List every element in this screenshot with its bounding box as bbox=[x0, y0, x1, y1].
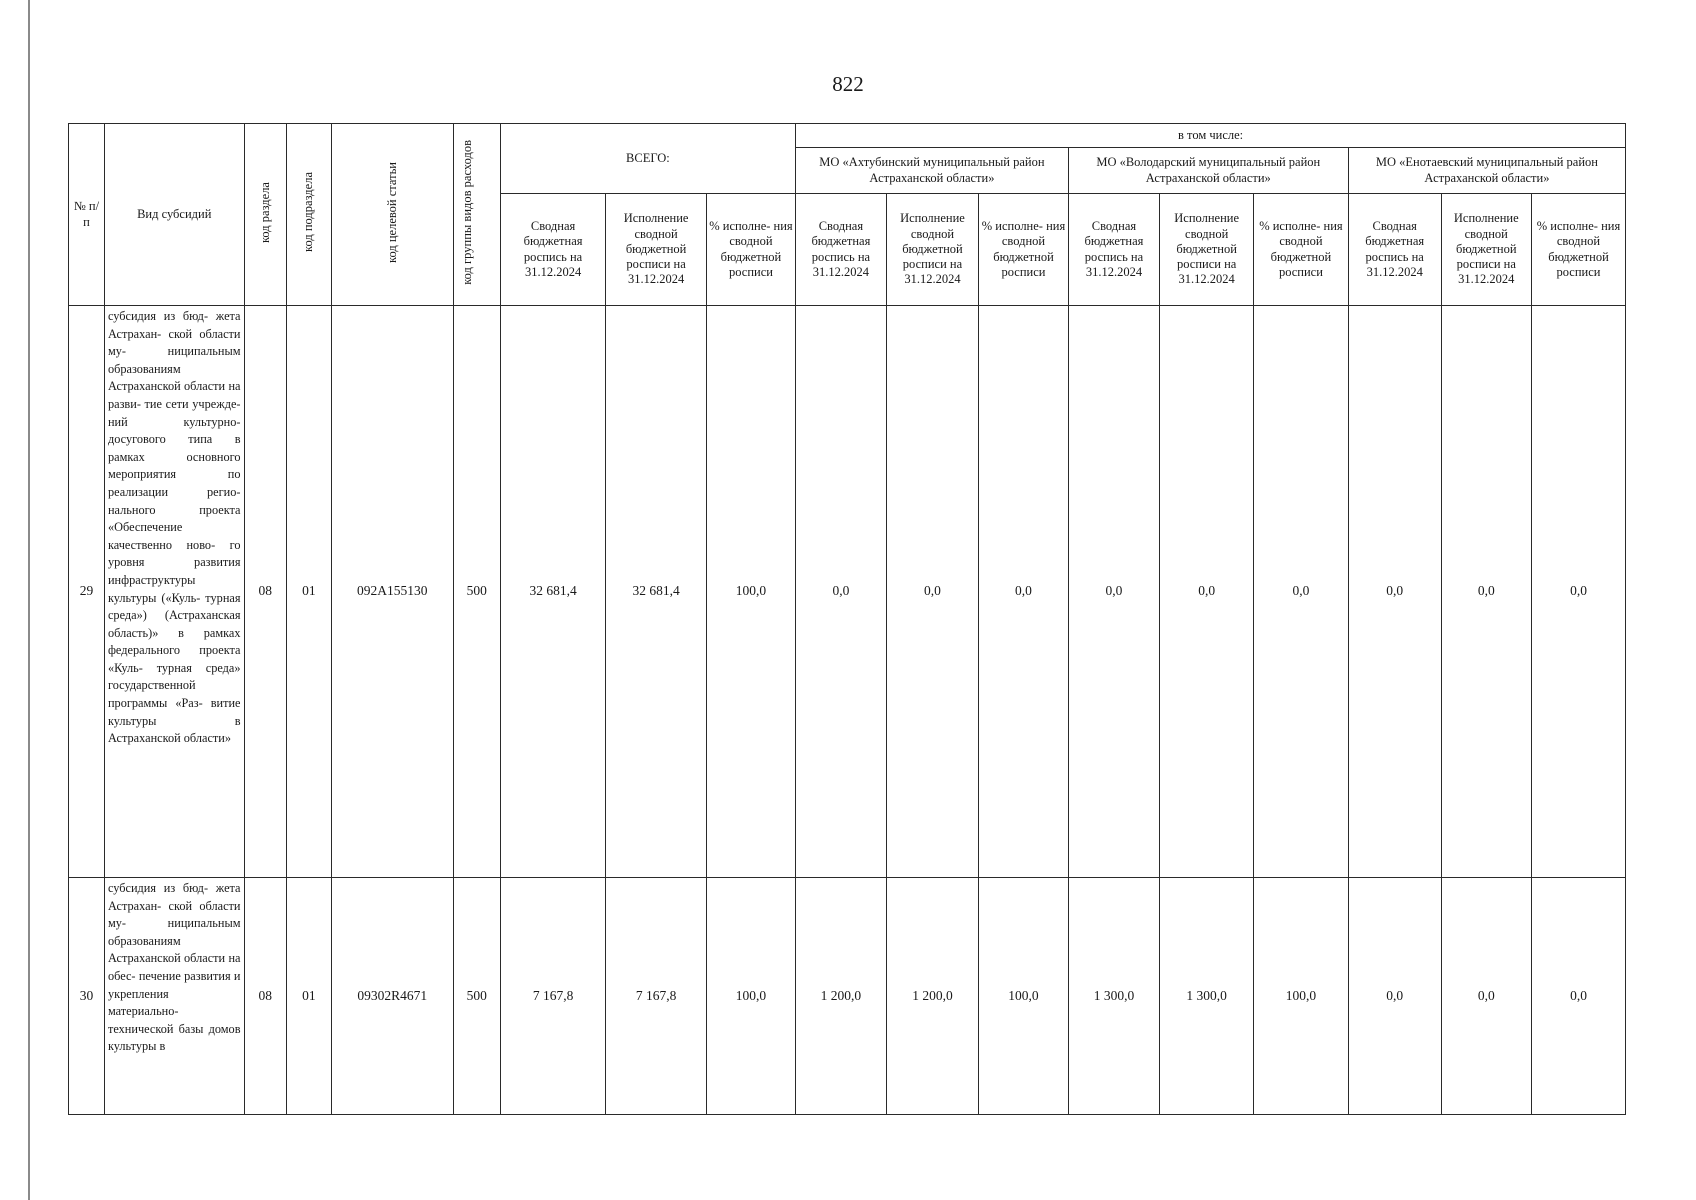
header-section-code: код раздела bbox=[244, 124, 287, 306]
row-subsection-code: 01 bbox=[287, 878, 332, 1115]
header-total: ВСЕГО: bbox=[500, 124, 795, 194]
row-total-percent: 100,0 bbox=[706, 306, 795, 878]
subsidy-table bbox=[68, 123, 1626, 1115]
row-mo1-budget: 1 200,0 bbox=[796, 878, 886, 1115]
row-mo3-execution: 0,0 bbox=[1441, 878, 1531, 1115]
row-mo1-execution: 0,0 bbox=[886, 306, 979, 878]
header-mo-akhtubinsky: МО «Ахтубинский муниципальный район Астраханской области» bbox=[796, 148, 1069, 194]
row-subsidy-description bbox=[104, 878, 244, 1115]
page-number: 822 bbox=[832, 72, 864, 96]
row-mo3-percent: 0,0 bbox=[1532, 306, 1626, 878]
row-num: 30 bbox=[69, 878, 105, 1115]
row-mo1-percent: 100,0 bbox=[979, 878, 1068, 1115]
subheader-budget: Сводная бюджетная роспись на 31.12.2024 bbox=[1068, 194, 1160, 306]
row-mo1-percent: 0,0 bbox=[979, 306, 1068, 878]
header-num: № п/п bbox=[69, 124, 105, 306]
subheader-percent: % исполне- ния сводной бюджетной росписи bbox=[1532, 194, 1626, 306]
row-subsidy-description-text: субсидия из бюд- жета Астрахан- ской области му- ниципальным образованиям Астраханской области на обес- печение развития и укрепления материально- технической базы домов культуры в bbox=[107, 881, 241, 1054]
row-num: 29 bbox=[69, 306, 105, 878]
row-expense-group-code: 500 bbox=[453, 878, 500, 1115]
subheader-budget: Сводная бюджетная роспись на 31.12.2024 bbox=[500, 194, 606, 306]
header-including: в том числе: bbox=[796, 124, 1626, 148]
row-mo2-budget: 0,0 bbox=[1068, 306, 1160, 878]
row-section-code: 08 bbox=[244, 306, 287, 878]
row-mo3-budget: 0,0 bbox=[1348, 878, 1441, 1115]
table-row bbox=[69, 306, 1626, 878]
subheader-budget: Сводная бюджетная роспись на 31.12.2024 bbox=[796, 194, 886, 306]
row-mo3-execution: 0,0 bbox=[1441, 306, 1531, 878]
subheader-execution: Исполнение сводной бюджетной росписи на 31.12.2024 bbox=[1441, 194, 1531, 306]
row-subsection-code: 01 bbox=[287, 306, 332, 878]
row-mo2-percent: 0,0 bbox=[1254, 306, 1349, 878]
subheader-percent: % исполне- ния сводной бюджетной росписи bbox=[1254, 194, 1349, 306]
subheader-percent: % исполне- ния сводной бюджетной росписи bbox=[979, 194, 1068, 306]
header-kind: Вид субсидий bbox=[104, 124, 244, 306]
header-subsection-code: код подраздела bbox=[287, 124, 332, 306]
row-target-code: 092A155130 bbox=[331, 306, 453, 878]
row-mo1-execution: 1 200,0 bbox=[886, 878, 979, 1115]
subheader-execution: Исполнение сводной бюджетной росписи на 31.12.2024 bbox=[1160, 194, 1254, 306]
row-mo3-budget: 0,0 bbox=[1348, 306, 1441, 878]
subheader-percent: % исполне- ния сводной бюджетной росписи bbox=[706, 194, 795, 306]
subheader-execution: Исполнение сводной бюджетной росписи на 31.12.2024 bbox=[606, 194, 706, 306]
subheader-budget: Сводная бюджетная роспись на 31.12.2024 bbox=[1348, 194, 1441, 306]
header-target-code: код целевой статьи bbox=[331, 124, 453, 306]
row-mo2-percent: 100,0 bbox=[1254, 878, 1349, 1115]
row-total-execution: 32 681,4 bbox=[606, 306, 706, 878]
row-total-execution: 7 167,8 bbox=[606, 878, 706, 1115]
row-mo1-budget: 0,0 bbox=[796, 306, 886, 878]
header-mo-volodarsky: МО «Володарский муниципальный район Астраханской области» bbox=[1068, 148, 1348, 194]
row-total-budget: 7 167,8 bbox=[500, 878, 606, 1115]
row-mo2-budget: 1 300,0 bbox=[1068, 878, 1160, 1115]
row-mo2-execution: 1 300,0 bbox=[1160, 878, 1254, 1115]
header-expense-group-code: код группы видов расходов bbox=[453, 124, 500, 306]
row-mo3-percent: 0,0 bbox=[1532, 878, 1626, 1115]
scan-left-margin-line bbox=[28, 0, 30, 1200]
row-total-budget: 32 681,4 bbox=[500, 306, 606, 878]
row-section-code: 08 bbox=[244, 878, 287, 1115]
subheader-execution: Исполнение сводной бюджетной росписи на 31.12.2024 bbox=[886, 194, 979, 306]
row-subsidy-description: субсидия из бюд- жета Астрахан- ской области му- ниципальным образованиям Астраханской области на разви- тие сети учрежде- ний культурно- досугового типа в рамках основного мероприятия по реализации регио- нального проекта «Обеспечение качественно ново- го уровня развития инфраструктуры культуры («Куль- турная среда») (Астраханская область)» в рамках федерального проекта «Куль- турная среда» государственной программы «Раз- витие культуры в Астраханской области» bbox=[104, 306, 244, 878]
table-row bbox=[69, 878, 1626, 1115]
row-expense-group-code: 500 bbox=[453, 306, 500, 878]
row-target-code: 09302R4671 bbox=[331, 878, 453, 1115]
row-total-percent: 100,0 bbox=[706, 878, 795, 1115]
header-mo-enotaevsky: МО «Енотаевский муниципальный район Астраханской области» bbox=[1348, 148, 1625, 194]
row-mo2-execution: 0,0 bbox=[1160, 306, 1254, 878]
